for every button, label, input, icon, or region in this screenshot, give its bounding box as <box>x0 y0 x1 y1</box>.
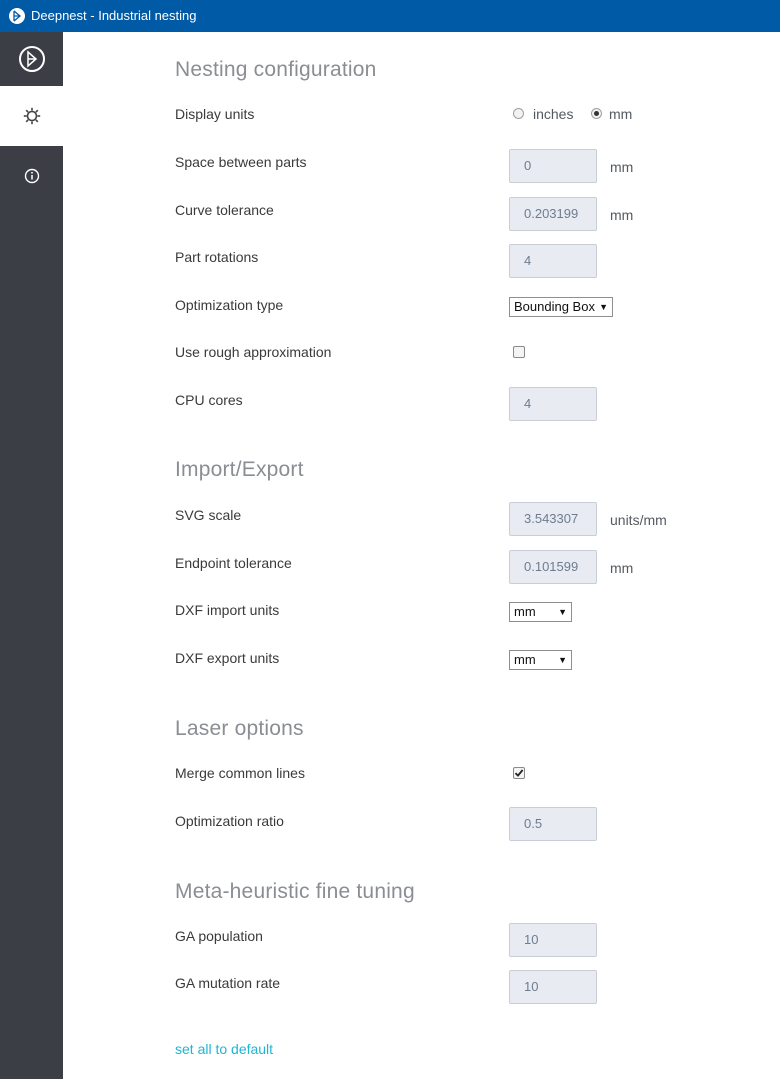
radio-inches-label[interactable]: inches <box>533 106 574 122</box>
sidebar <box>0 32 63 1079</box>
curve-tolerance-label: Curve tolerance <box>175 202 274 218</box>
dxf-import-value: mm <box>514 604 536 619</box>
dxf-export-value: mm <box>514 652 536 667</box>
spacing-input[interactable]: 0 <box>509 149 597 183</box>
section-title-laser: Laser options <box>175 717 304 740</box>
rotations-label: Part rotations <box>175 249 259 265</box>
svg-scale-input[interactable]: 3.543307 <box>509 502 597 536</box>
ga-mutation-label: GA mutation rate <box>175 975 281 991</box>
deepnest-logo-icon <box>18 45 46 73</box>
cpu-cores-label: CPU cores <box>175 392 243 408</box>
endpoint-tolerance-label: Endpoint tolerance <box>175 555 292 571</box>
checkmark-icon <box>514 768 524 778</box>
chevron-down-icon: ▼ <box>558 655 567 665</box>
endpoint-tolerance-input[interactable]: 0.101599 <box>509 550 597 584</box>
rough-approx-label: Use rough approximation <box>175 344 332 360</box>
radio-mm-label[interactable]: mm <box>609 106 633 122</box>
sidebar-item-info[interactable] <box>0 146 63 206</box>
ga-mutation-input[interactable]: 10 <box>509 970 597 1004</box>
optimization-type-select[interactable] <box>509 297 613 317</box>
optimization-ratio-label: Optimization ratio <box>175 813 284 829</box>
gear-icon <box>23 107 41 125</box>
window-title: Deepnest - Industrial nesting <box>31 8 197 23</box>
curve-tolerance-unit: mm <box>610 207 634 223</box>
sidebar-item-home[interactable] <box>0 32 63 86</box>
set-all-default-link[interactable]: set all to default <box>175 1041 274 1057</box>
section-title-meta: Meta-heuristic fine tuning <box>175 880 415 903</box>
info-icon <box>24 168 40 184</box>
dxf-import-label: DXF import units <box>175 602 280 618</box>
chevron-down-icon: ▼ <box>599 302 608 312</box>
rough-approx-checkbox[interactable] <box>513 346 525 358</box>
spacing-label: Space between parts <box>175 154 307 170</box>
section-title-nesting: Nesting configuration <box>175 58 377 81</box>
rotations-input[interactable]: 4 <box>509 244 597 278</box>
ga-population-input[interactable]: 10 <box>509 923 597 957</box>
dxf-import-select[interactable] <box>509 602 572 622</box>
radio-inches[interactable] <box>513 108 524 119</box>
svg-scale-label: SVG scale <box>175 507 242 523</box>
spacing-unit: mm <box>610 159 634 175</box>
svg-scale-unit: units/mm <box>610 512 667 528</box>
endpoint-tolerance-unit: mm <box>610 560 634 576</box>
curve-tolerance-input[interactable]: 0.203199 <box>509 197 597 231</box>
chevron-down-icon: ▼ <box>558 607 567 617</box>
merge-lines-label: Merge common lines <box>175 765 305 781</box>
optimization-type-label: Optimization type <box>175 297 284 313</box>
sidebar-item-settings[interactable] <box>0 86 63 146</box>
dxf-export-select[interactable] <box>509 650 572 670</box>
section-title-import-export: Import/Export <box>175 458 304 481</box>
optimization-type-value: Bounding Box <box>514 299 595 314</box>
title-bar <box>0 0 780 32</box>
merge-lines-checkbox[interactable] <box>513 767 525 779</box>
cpu-cores-input[interactable]: 4 <box>509 387 597 421</box>
dxf-export-label: DXF export units <box>175 650 280 666</box>
radio-mm[interactable] <box>591 108 602 119</box>
ga-population-label: GA population <box>175 928 263 944</box>
deepnest-app-icon <box>9 8 25 24</box>
display-units-label: Display units <box>175 106 255 122</box>
optimization-ratio-input[interactable]: 0.5 <box>509 807 597 841</box>
